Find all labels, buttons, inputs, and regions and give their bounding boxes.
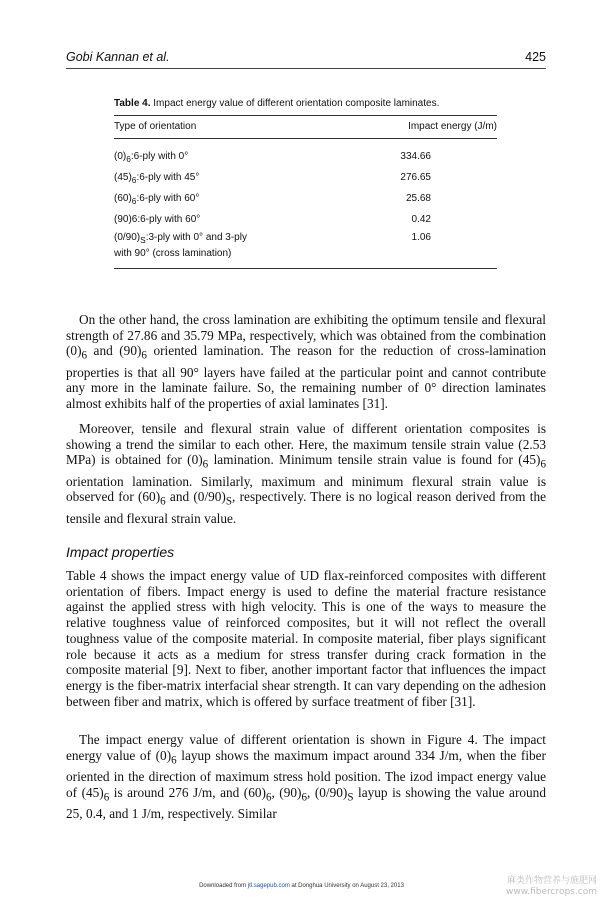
orientation-cell: $(60)_6:6$-ply with 60° xyxy=(114,193,200,206)
table-row xyxy=(114,171,497,187)
table-caption xyxy=(114,98,497,109)
download-footer: Downloaded from jtl.sagepub.com at Donghua University on August 23, 2013 xyxy=(199,883,404,889)
orientation-cell: $(0)_6:6$-ply with 0° xyxy=(114,151,189,164)
table-row xyxy=(114,231,497,260)
column-header-orientation: Type of orientation xyxy=(114,121,197,132)
table-row xyxy=(114,192,497,208)
orientation-cell: $(0/90)_S:3$-ply with 0° and 3-ply with 90° (cross lamination) xyxy=(114,232,247,259)
site-watermark: 麻类作物营养与施肥网 www.fibercrops.com xyxy=(506,876,597,897)
source-link[interactable]: jtl.sagepub.com xyxy=(247,883,290,889)
table-body xyxy=(114,139,497,268)
page-number: 425 xyxy=(525,50,546,64)
paragraph-impact-values: The impact energy value of different orientation is shown in Figure 4. The impact energy value of $(0)_6$ layup shows the maximum impact around 334 J/m, when the fiber oriented in the direction of maximum stress hold position. The izod impact energy value of $(45)_6$ is around 276 J/m, and $(60)_6$, $(90)_6$, $(0/90)_S$ layup is showing the value around 25, 0.4, and 1 J/m, respectively. Similar xyxy=(66,732,546,822)
paragraph-strain-values: Moreover, tensile and flexural strain value of different orientation composites is showing a trend the similar to each other. Here, the maximum tensile strain value (2.53 MPa) is obtained for $(0)_6$ lamination. Minimum tensile strain value is found for $(45)_6$ orientation lamination. Similarly, maximum and minimum flexural strain value is observed for $(60)_6$ and $(0/90)_S$, respectively. There is no logical reason derived from the tensile and flexural strain value. xyxy=(66,421,547,526)
table-caption-label: Table 4. xyxy=(114,98,151,109)
impact-value-cell: 276.65 xyxy=(400,172,431,183)
author-names: Gobi Kannan et al. xyxy=(66,50,170,64)
impact-value-cell: 1.06 xyxy=(411,232,431,243)
running-header xyxy=(66,50,546,70)
impact-value-cell: 25.68 xyxy=(405,193,431,204)
section-heading: Impact properties xyxy=(66,544,175,560)
table-caption-text: Impact energy value of different orientation composite laminates. xyxy=(150,98,440,109)
header-rule xyxy=(66,68,546,69)
paragraph-cross-lamination: On the other hand, the cross lamination are exhibiting the optimum tensile and flexural strength of 27.86 and 35.79 MPa, respectively, which was obtained from the combination $(0)_6$ and $(90)_6$ oriented lamination. The reason for the reduction of cross-lamination properties is that all 90° layers have failed at the particular point and cannot contribute any more in the laminate failure. So, the remaining number of 0° direction laminates almost exhibits half of the properties of axial laminates [31]. xyxy=(66,312,547,412)
paragraph-impact-intro: Table 4 shows the impact energy value of UD flax-reinforced composites with different orientation of fibers. Impact energy is used to define the material fracture resistance against the applied stress with high velocity. This is one of the ways to measure the relative toughness value of reinforced composites, but it will not reflect the overall toughness value of the composite material. In composite material, fiber plays significant role because it acts as a medium for stress transfer during crack formation in the composite material [9]. Next to fiber, another important factor that influences the impact energy is the fiber-matrix interfacial shear strength. It can vary depending on the adhesion between fiber and matrix, which is offered by surface treatment of fiber [31]. xyxy=(66,568,546,709)
column-header-impact-energy: Impact energy (J/m) xyxy=(408,121,497,132)
impact-value-cell: 0.42 xyxy=(411,214,431,225)
table-bottom-rule xyxy=(114,268,497,269)
table-row xyxy=(114,213,497,226)
table-4 xyxy=(114,98,497,269)
table-row xyxy=(114,150,497,166)
orientation-cell: (90)6:6-ply with 60° xyxy=(114,214,201,225)
impact-value-cell: 334.66 xyxy=(400,151,431,162)
orientation-cell: $(45)_6:6$-ply with 45° xyxy=(114,172,200,185)
table-header-row xyxy=(114,116,497,138)
